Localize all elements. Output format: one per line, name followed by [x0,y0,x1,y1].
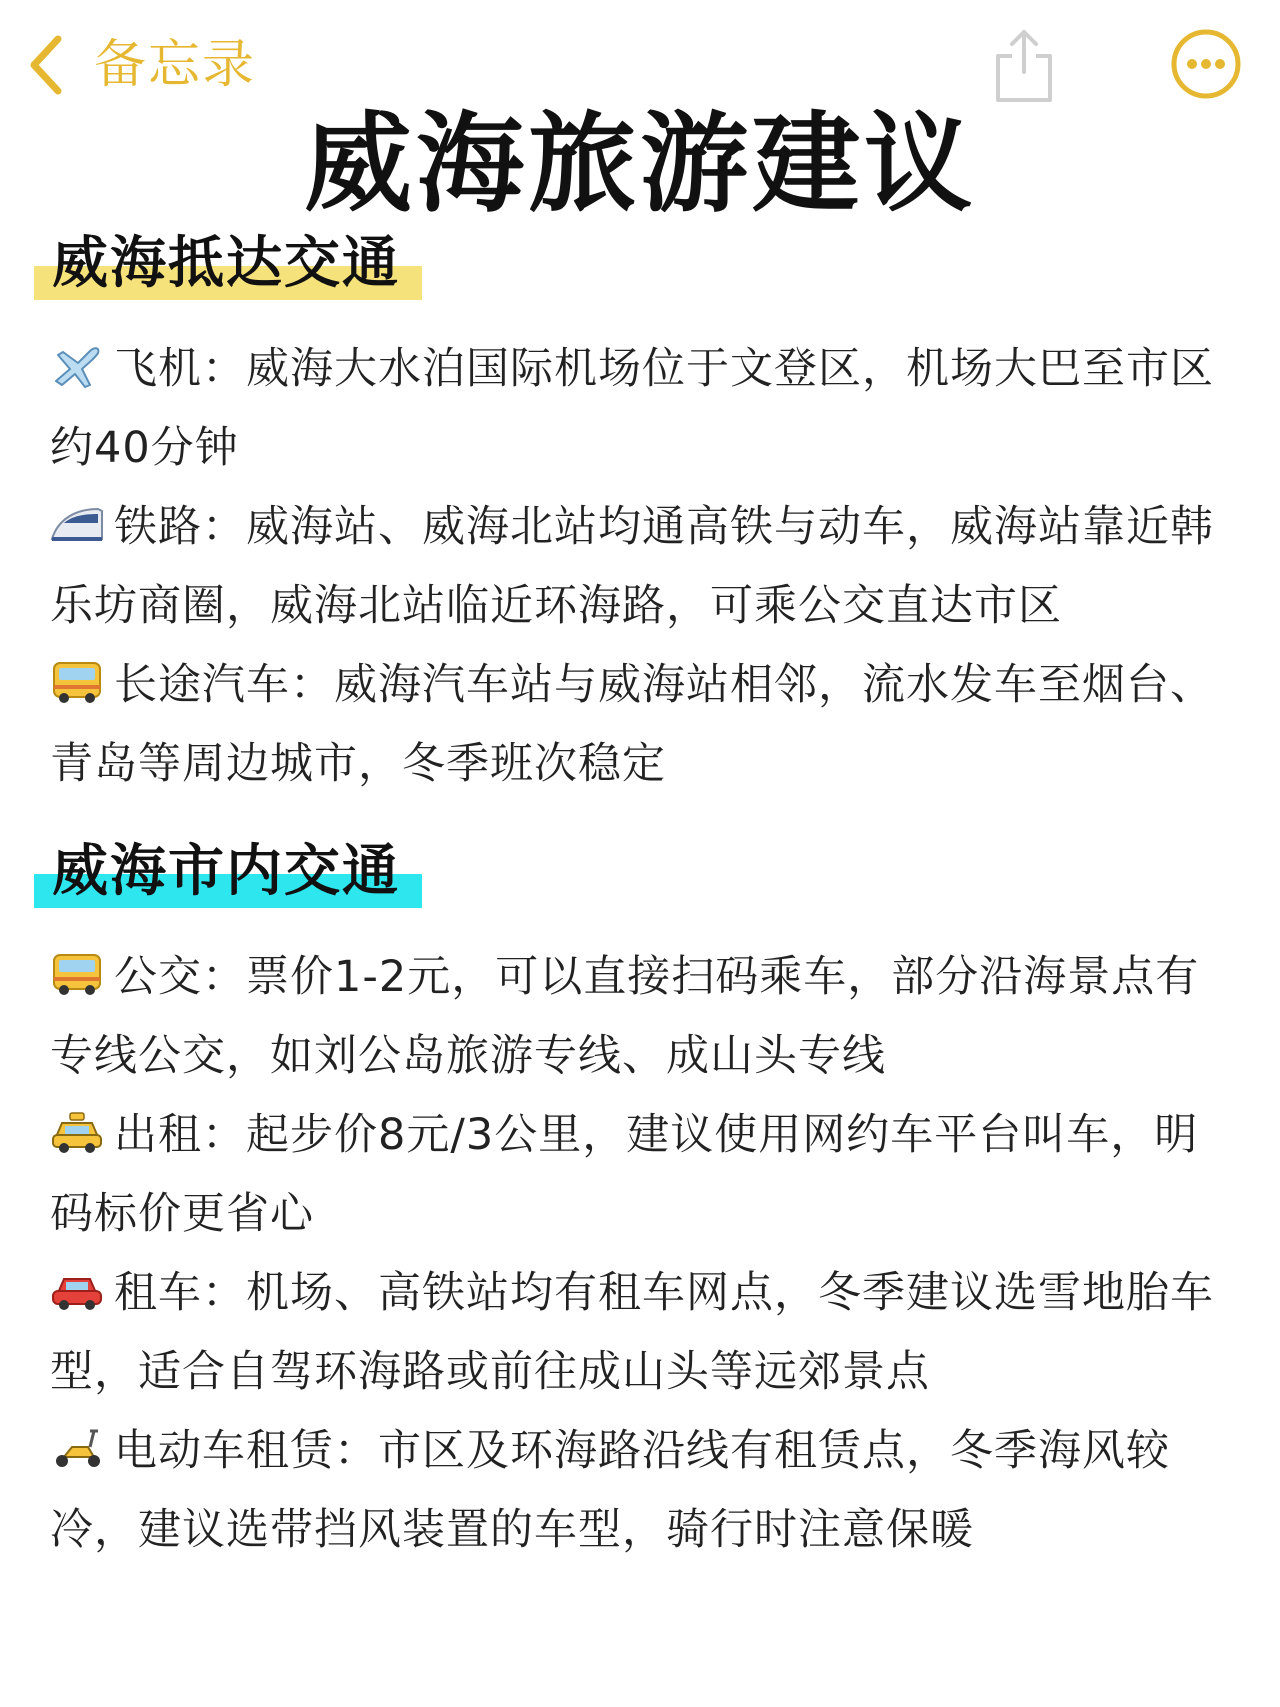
section-city-transport [0,836,1280,1570]
list-item [50,1096,1240,1254]
item-text: 威海站、威海北站均通高铁与动车，威海站靠近韩乐坊商圈，威海北站临近环海路，可乘公交直达市区 [50,502,1214,631]
car-icon [50,1265,104,1313]
bus-icon [50,949,104,997]
item-label: 铁路： [114,502,246,552]
share-icon[interactable] [990,22,1058,106]
section-heading: 威海市内交通 [52,839,400,904]
item-list [0,330,1280,804]
item-label: 电动车租赁： [114,1426,378,1476]
item-text: 威海大水泊国际机场位于文登区，机场大巴至市区约40分钟 [50,344,1214,473]
item-text: 起步价8元/3公里，建议使用网约车平台叫车，明码标价更省心 [50,1110,1199,1239]
bullet-train-icon [50,499,104,547]
item-text: 威海汽车站与威海站相邻，流水发车至烟台、青岛等周边城市，冬季班次稳定 [50,660,1214,789]
list-item [50,646,1240,804]
chevron-left-icon [28,33,64,97]
back-button[interactable] [28,30,256,100]
taxi-icon [50,1107,104,1155]
list-item [50,938,1240,1096]
section-heading: 威海抵达交通 [52,231,400,296]
bus-icon [50,657,104,705]
section-heading-wrap [34,228,1280,308]
item-label: 公交： [114,952,246,1002]
item-text: 市区及环海路沿线有租赁点，冬季海风较冷，建议选带挡风装置的车型，骑行时注意保暖 [50,1426,1170,1555]
item-list [0,938,1280,1570]
list-item [50,1254,1240,1412]
item-label: 飞机： [114,344,246,394]
list-item [50,1412,1240,1570]
list-item [50,488,1240,646]
item-label: 租车： [114,1268,246,1318]
page-title: 威海旅游建议 [303,102,976,227]
list-item [50,330,1240,488]
more-options-icon[interactable] [1170,28,1242,100]
section-arrival-transport [0,228,1280,804]
item-label: 长途汽车： [114,660,334,710]
airplane-icon [50,341,104,389]
section-heading-wrap [34,836,1280,916]
item-text: 票价1-2元，可以直接扫码乘车，部分沿海景点有专线公交，如刘公岛旅游专线、成山头专线 [50,952,1200,1081]
item-label: 出租： [114,1110,246,1160]
item-text: 机场、高铁站均有租车网点，冬季建议选雪地胎车型，适合自驾环海路或前往成山头等远郊景点 [50,1268,1214,1397]
back-label: 备忘录 [94,35,257,95]
scooter-icon [50,1423,104,1471]
